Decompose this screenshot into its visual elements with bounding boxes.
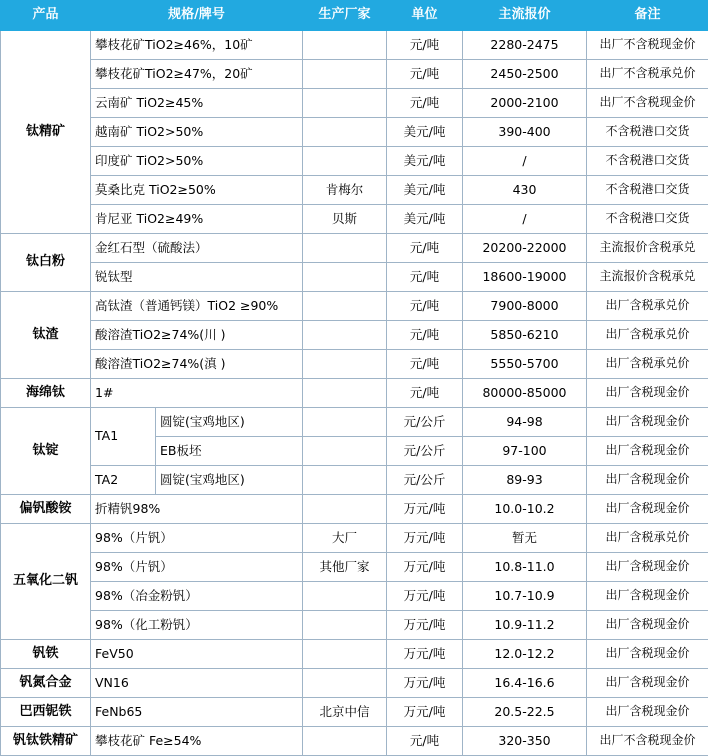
manufacturer-cell (303, 234, 387, 263)
spec-cell: 98%（冶金粉钒） (91, 582, 303, 611)
manufacturer-cell: 贝斯 (303, 205, 387, 234)
price-cell: 390-400 (463, 118, 587, 147)
manufacturer-cell (303, 495, 387, 524)
note-cell: 出厂含税承兑价 (587, 350, 708, 379)
price-cell: 97-100 (463, 437, 587, 466)
note-cell: 出厂含税现金价 (587, 553, 708, 582)
note-cell: 出厂含税现金价 (587, 466, 708, 495)
table-row (1, 350, 708, 379)
spec-cell: 莫桑比克 TiO2≥50% (91, 176, 303, 205)
note-cell: 出厂含税现金价 (587, 640, 708, 669)
product-category-cell: 海绵钛 (1, 379, 91, 408)
price-cell: 94-98 (463, 408, 587, 437)
price-cell: 2450-2500 (463, 60, 587, 89)
spec-cell: 攀枝花矿TiO2≥47%，20矿 (91, 60, 303, 89)
note-cell: 出厂含税承兑价 (587, 524, 708, 553)
unit-cell: 万元/吨 (387, 582, 463, 611)
table-row (1, 582, 708, 611)
spec-cell: EB板坯 (156, 437, 303, 466)
table-row (1, 234, 708, 263)
table-row (1, 321, 708, 350)
note-cell: 出厂不含税现金价 (587, 89, 708, 118)
header-product: 产品 (1, 1, 91, 31)
unit-cell: 元/吨 (387, 350, 463, 379)
note-cell: 出厂含税现金价 (587, 582, 708, 611)
table-row (1, 640, 708, 669)
price-cell: 20.5-22.5 (463, 698, 587, 727)
table-row (1, 669, 708, 698)
price-cell: 89-93 (463, 466, 587, 495)
unit-cell: 元/吨 (387, 89, 463, 118)
unit-cell: 万元/吨 (387, 553, 463, 582)
note-cell: 出厂不含税承兑价 (587, 60, 708, 89)
note-cell: 出厂含税现金价 (587, 611, 708, 640)
unit-cell: 万元/吨 (387, 611, 463, 640)
price-cell: 5550-5700 (463, 350, 587, 379)
table-row (1, 147, 708, 176)
price-cell: 18600-19000 (463, 263, 587, 292)
spec-cell: FeV50 (91, 640, 303, 669)
manufacturer-cell: 大厂 (303, 524, 387, 553)
note-cell: 不含税港口交货 (587, 118, 708, 147)
unit-cell: 元/吨 (387, 263, 463, 292)
note-cell: 主流报价含税承兑 (587, 234, 708, 263)
unit-cell: 元/吨 (387, 60, 463, 89)
spec-cell: 酸溶渣TiO2≥74%(川 ) (91, 321, 303, 350)
note-cell: 不含税港口交货 (587, 147, 708, 176)
manufacturer-cell (303, 350, 387, 379)
header-price: 主流报价 (463, 1, 587, 31)
table-row (1, 176, 708, 205)
table-row (1, 205, 708, 234)
price-cell: / (463, 205, 587, 234)
price-cell: 2000-2100 (463, 89, 587, 118)
table-row (1, 263, 708, 292)
spec-cell: 圆锭(宝鸡地区) (156, 466, 303, 495)
table-row (1, 553, 708, 582)
manufacturer-cell (303, 466, 387, 495)
spec-cell: FeNb65 (91, 698, 303, 727)
unit-cell: 万元/吨 (387, 524, 463, 553)
table-row (1, 379, 708, 408)
manufacturer-cell (303, 147, 387, 176)
spec-cell: 高钛渣（普通钙镁）TiO2 ≥90% (91, 292, 303, 321)
note-cell: 出厂不含税现金价 (587, 727, 708, 756)
unit-cell: 元/吨 (387, 379, 463, 408)
product-category-cell: 钛白粉 (1, 234, 91, 292)
price-cell: 10.8-11.0 (463, 553, 587, 582)
unit-cell: 万元/吨 (387, 669, 463, 698)
unit-cell: 元/公斤 (387, 408, 463, 437)
spec-cell: 98%（化工粉钒） (91, 611, 303, 640)
price-cell: 5850-6210 (463, 321, 587, 350)
table-row (1, 698, 708, 727)
spec-cell: 98%（片钒） (91, 524, 303, 553)
spec-cell: 攀枝花矿TiO2≥46%，10矿 (91, 31, 303, 60)
product-category-cell: 钒钛铁精矿 (1, 727, 91, 756)
unit-cell: 元/吨 (387, 234, 463, 263)
unit-cell: 元/公斤 (387, 437, 463, 466)
spec-cell: 金红石型（硫酸法） (91, 234, 303, 263)
table-row (1, 524, 708, 553)
spec-cell: 98%（片钒） (91, 553, 303, 582)
grade-cell: TA1 (91, 408, 156, 466)
price-cell: 80000-85000 (463, 379, 587, 408)
unit-cell: 万元/吨 (387, 495, 463, 524)
unit-cell: 元/吨 (387, 321, 463, 350)
manufacturer-cell (303, 263, 387, 292)
unit-cell: 美元/吨 (387, 176, 463, 205)
table-row (1, 466, 708, 495)
price-cell: 430 (463, 176, 587, 205)
manufacturer-cell (303, 89, 387, 118)
spec-cell: 折精钒98% (91, 495, 303, 524)
table-header (1, 1, 708, 31)
manufacturer-cell (303, 408, 387, 437)
table-row (1, 292, 708, 321)
spec-cell: 印度矿 TiO2>50% (91, 147, 303, 176)
manufacturer-cell (303, 31, 387, 60)
header-spec: 规格/牌号 (91, 1, 303, 31)
note-cell: 不含税港口交货 (587, 205, 708, 234)
header-manufacturer: 生产厂家 (303, 1, 387, 31)
product-category-cell: 钛锭 (1, 408, 91, 495)
price-cell: 2280-2475 (463, 31, 587, 60)
grade-cell: TA2 (91, 466, 156, 495)
note-cell: 出厂不含税现金价 (587, 31, 708, 60)
product-category-cell: 钛精矿 (1, 31, 91, 234)
manufacturer-cell (303, 640, 387, 669)
price-cell: 20200-22000 (463, 234, 587, 263)
product-category-cell: 偏钒酸铵 (1, 495, 91, 524)
manufacturer-cell (303, 669, 387, 698)
price-cell: 暂无 (463, 524, 587, 553)
manufacturer-cell (303, 611, 387, 640)
manufacturer-cell: 其他厂家 (303, 553, 387, 582)
unit-cell: 万元/吨 (387, 698, 463, 727)
table-row (1, 89, 708, 118)
manufacturer-cell (303, 60, 387, 89)
note-cell: 出厂含税现金价 (587, 698, 708, 727)
note-cell: 出厂含税现金价 (587, 495, 708, 524)
price-cell: 16.4-16.6 (463, 669, 587, 698)
note-cell: 出厂含税承兑价 (587, 321, 708, 350)
manufacturer-cell: 肯梅尔 (303, 176, 387, 205)
manufacturer-cell (303, 118, 387, 147)
note-cell: 出厂含税现金价 (587, 379, 708, 408)
manufacturer-cell (303, 379, 387, 408)
spec-cell: 肯尼亚 TiO2≥49% (91, 205, 303, 234)
table-row (1, 611, 708, 640)
spec-cell: 酸溶渣TiO2≥74%(滇 ) (91, 350, 303, 379)
unit-cell: 美元/吨 (387, 205, 463, 234)
note-cell: 不含税港口交货 (587, 176, 708, 205)
price-cell: 7900-8000 (463, 292, 587, 321)
table-row (1, 31, 708, 60)
table-row (1, 118, 708, 147)
price-cell: 320-350 (463, 727, 587, 756)
product-category-cell: 钛渣 (1, 292, 91, 379)
manufacturer-cell (303, 582, 387, 611)
spec-cell: VN16 (91, 669, 303, 698)
header-unit: 单位 (387, 1, 463, 31)
manufacturer-cell (303, 321, 387, 350)
table-row (1, 495, 708, 524)
table-body (1, 31, 708, 756)
manufacturer-cell: 北京中信 (303, 698, 387, 727)
note-cell: 出厂含税现金价 (587, 669, 708, 698)
spec-cell: 圆锭(宝鸡地区) (156, 408, 303, 437)
spec-cell: 1# (91, 379, 303, 408)
price-cell: 10.7-10.9 (463, 582, 587, 611)
price-cell: / (463, 147, 587, 176)
spec-cell: 攀枝花矿 Fe≥54% (91, 727, 303, 756)
table-row (1, 60, 708, 89)
unit-cell: 美元/吨 (387, 147, 463, 176)
unit-cell: 元/吨 (387, 292, 463, 321)
unit-cell: 元/吨 (387, 727, 463, 756)
spec-cell: 锐钛型 (91, 263, 303, 292)
price-cell: 10.0-10.2 (463, 495, 587, 524)
header-row (1, 1, 708, 31)
header-note: 备注 (587, 1, 708, 31)
manufacturer-cell (303, 437, 387, 466)
manufacturer-cell (303, 292, 387, 321)
unit-cell: 万元/吨 (387, 640, 463, 669)
price-cell: 10.9-11.2 (463, 611, 587, 640)
note-cell: 出厂含税现金价 (587, 408, 708, 437)
note-cell: 出厂含税现金价 (587, 437, 708, 466)
product-category-cell: 钒铁 (1, 640, 91, 669)
table-row (1, 408, 708, 437)
product-category-cell: 五氧化二钒 (1, 524, 91, 640)
spec-cell: 云南矿 TiO2≥45% (91, 89, 303, 118)
note-cell: 出厂含税承兑价 (587, 292, 708, 321)
unit-cell: 美元/吨 (387, 118, 463, 147)
unit-cell: 元/公斤 (387, 466, 463, 495)
price-cell: 12.0-12.2 (463, 640, 587, 669)
spec-cell: 越南矿 TiO2>50% (91, 118, 303, 147)
product-category-cell: 巴西铌铁 (1, 698, 91, 727)
product-category-cell: 钒氮合金 (1, 669, 91, 698)
note-cell: 主流报价含税承兑 (587, 263, 708, 292)
unit-cell: 元/吨 (387, 31, 463, 60)
